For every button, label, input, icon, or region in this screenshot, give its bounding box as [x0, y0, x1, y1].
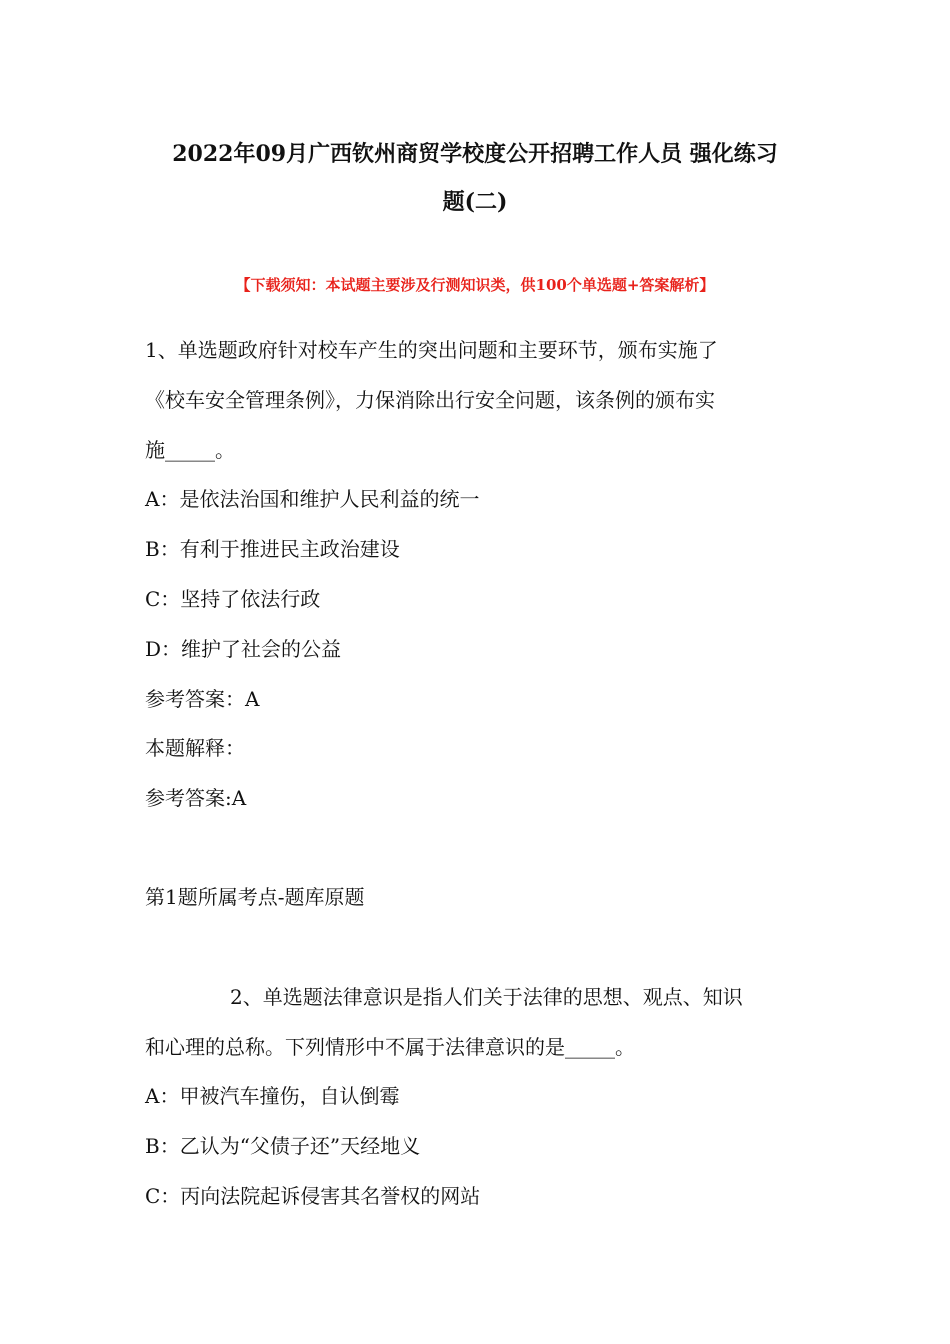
question-1-option-c: C：坚持了依法行政 — [145, 587, 321, 611]
document-title-line-1: 2022年09月广西钦州商贸学校度公开招聘工作人员 强化练习 — [172, 141, 778, 167]
question-2-stem-line-1: 2、单选题法律意识是指人们关于法律的思想、观点、知识 — [230, 985, 743, 1009]
question-1-option-a: A：是依法治国和维护人民利益的统一 — [145, 487, 480, 511]
question-1-stem-line-1: 1、单选题政府针对校车产生的突出问题和主要环节，颁布实施了 — [145, 338, 718, 362]
question-1-answer: 参考答案：A — [145, 687, 260, 711]
question-1-option-d: D：维护了社会的公益 — [145, 637, 342, 661]
question-2-option-a: A：甲被汽车撞伤，自认倒霉 — [145, 1084, 400, 1108]
download-notice: 【下载须知：本试题主要涉及行测知识类，供100个单选题+答案解析】 — [235, 276, 715, 294]
question-1-topic: 第1题所属考点-题库原题 — [145, 885, 365, 909]
document-title-line-2: 题(二) — [442, 189, 508, 215]
question-1-answer-repeat: 参考答案:A — [145, 786, 247, 810]
question-2-stem-line-2: 和心理的总称。下列情形中不属于法律意识的是_____。 — [145, 1035, 635, 1059]
question-2-option-c: C：丙向法院起诉侵害其名誉权的网站 — [145, 1184, 481, 1208]
question-1-stem-line-2: 《校车安全管理条例》，力保消除出行安全问题，该条例的颁布实 — [145, 388, 715, 412]
question-1-stem-line-3: 施_____。 — [145, 438, 235, 462]
question-2-option-b: B：乙认为“父债子还”天经地义 — [145, 1134, 421, 1158]
question-1-option-b: B：有利于推进民主政治建设 — [145, 537, 400, 561]
question-1-explanation-label: 本题解释： — [145, 736, 245, 760]
